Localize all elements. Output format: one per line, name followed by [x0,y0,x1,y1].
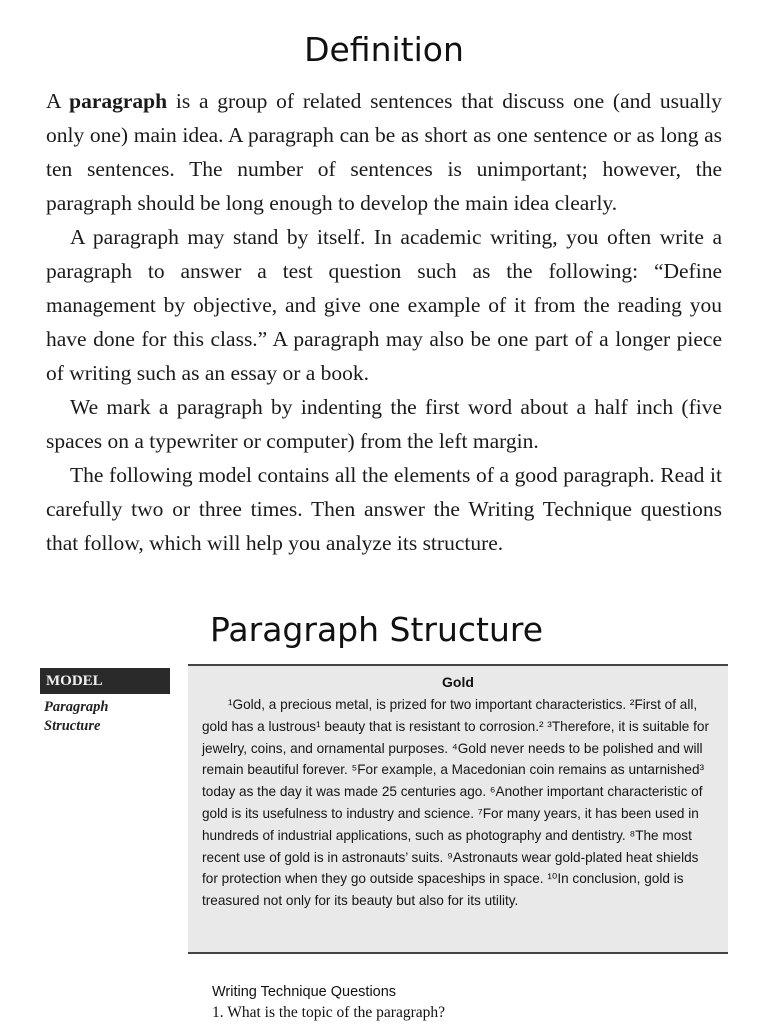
model-label [44,698,174,736]
p1-lead: A [46,89,70,113]
model-tag: MODEL [40,668,170,694]
definition-paragraph-3: We mark a paragraph by indenting the first word about a half inch (five spaces on a typewriter or computer) from the left margin. [46,395,722,453]
definition-paragraph-4: The following model contains all the elements of a good paragraph. Read it carefully two or three times. Then answer the Writing Technique questions that follow, which will help you analyze its structure. [46,463,722,555]
model-label-line-1: Paragraph [44,699,109,715]
slide-title-definition: Definition [304,30,464,69]
definition-paragraph-1 [46,84,722,220]
definition-text-block [46,84,722,560]
model-label-line-2: Structure [44,718,101,734]
model-paragraph-text: ¹Gold, a precious metal, is prized for two important characteristics. ²First of all, gold has a lustrous¹ beauty that is resistant to corrosion.² ³Therefore, it is suitable for jewelry, coins, and ornamental purposes. ⁴Gold never needs to be polished and will remain beautiful forever. ⁵For example, a Macedonian coin remains as untarnished³ today as the day it was made 25 centuries ago. ⁶Another important characteristic of gold is its usefulness to industry and science. ⁷For many years, it has been used in hundreds of industrial applications, such as photography and dentistry. ⁸The most recent use of gold is in astronauts’ suits. ⁹Astronauts wear gold-plated heat shields for protection when they go outside spaceships in space. ¹⁰In conclusion, gold is treasured not only for its beauty but also for its utility. [202,697,709,909]
definition-paragraph-2: A paragraph may stand by itself. In academic writing, you often write a paragraph to answer a test question such as the following: “Define management by objective, and give one example of it from the reading you have done for this class.” A paragraph may also be one part of a longer piece of writing such as an essay or a book. [46,225,722,385]
model-heading: Gold [442,674,474,690]
model-paragraph-box [188,664,728,954]
p1-rest: is a group of related sentences that discuss one (and usually only one) main idea. A paragraph can be as short as one sentence or as long as ten sentences. The number of sentences is unimportant; however, the paragraph should be long enough to develop the main idea clearly. [46,89,722,215]
question-1: 1. What is the topic of the paragraph? [212,1004,445,1021]
questions-heading: Writing Technique Questions [212,984,397,1000]
slide-title-paragraph-structure: Paragraph Structure [210,610,544,649]
p1-bold-term: paragraph [69,89,168,113]
